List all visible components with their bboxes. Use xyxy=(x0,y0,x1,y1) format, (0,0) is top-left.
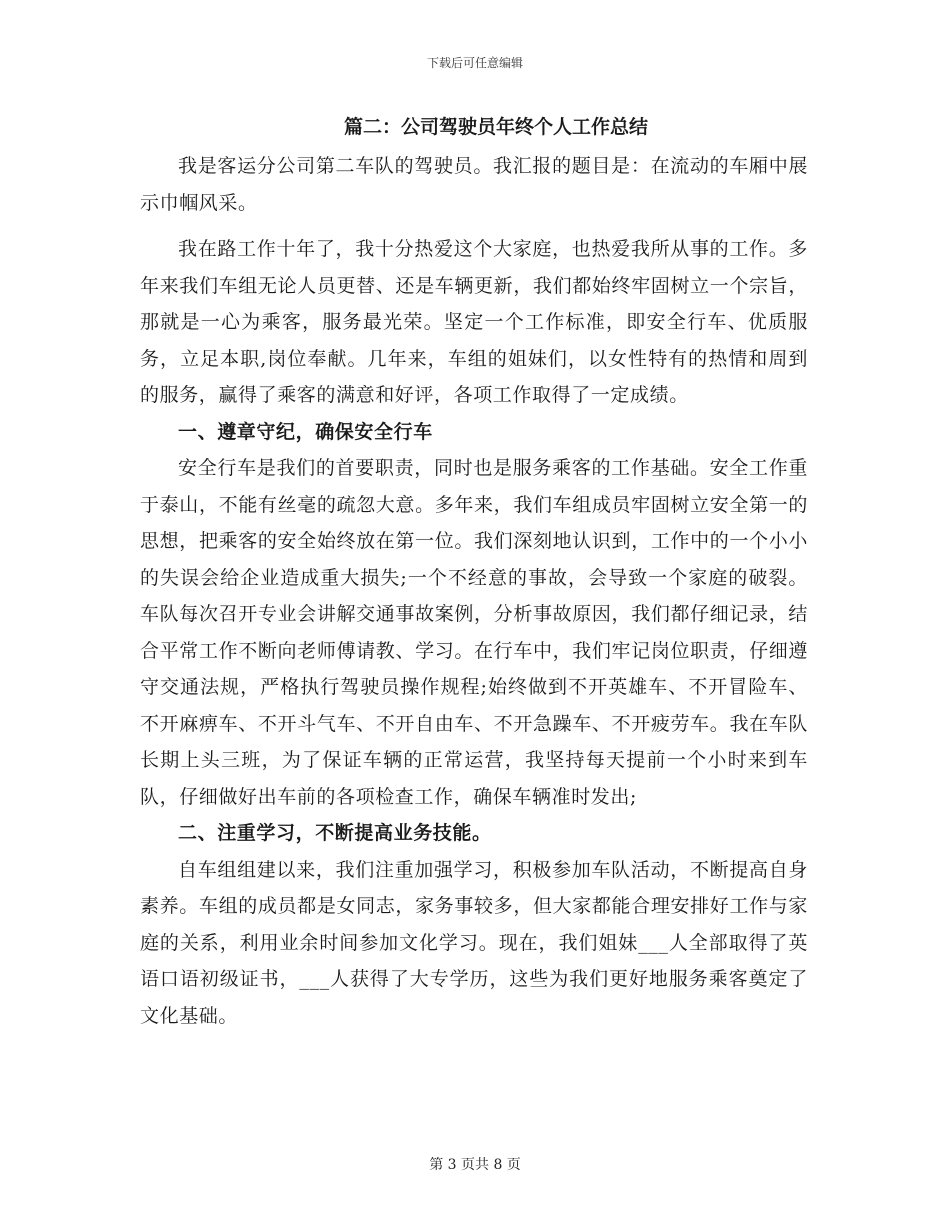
section-body-safety: 安全行车是我们的首要职责，同时也是服务乘客的工作基础。安全工作重于泰山，不能有丝毫的疏忽大意。多年来，我们车组成员牢固树立安全第一的思想，把乘客的安全始终放在第一位。我们深刻地认识到，工作中的一个小小的失误会给企业造成重大损失;一个不经意的事故，会导致一个家庭的破裂。车队每次召开专业会讲解交通事故案例，分析事故原因，我们都仔细记录，结合平常工作不断向老师傅请教、学习。在行车中，我们牢记岗位职责，仔细遵守交通法规，严格执行驾驶员操作规程;始终做到不开英雄车、不开冒险车、不开麻痹车、不开斗气车、不开自由车、不开急躁车、不开疲劳车。我在车队长期上头三班，为了保证车辆的正常运营，我坚持每天提前一个小时来到车队，仔细做好出车前的各项检查工作，确保车辆准时发出; xyxy=(140,457,808,808)
paragraph-overview: 我在路工作十年了，我十分热爱这个大家庭，也热爱我所从事的工作。多年来我们车组无论人员更替、还是车辆更新，我们都始终牢固树立一个宗旨，那就是一心为乘客，服务最光荣。坚定一个工作标准，即安全行车、优质服务，立足本职,岗位奉献。几年来，车组的姐妹们，以女性特有的热情和周到的服务，赢得了乘客的满意和好评，各项工作取得了一定成绩。 xyxy=(140,238,808,406)
section-heading-safety: 一、遵章守纪，确保安全行车 xyxy=(178,420,433,443)
page-header-note: 下载后可任意编辑 xyxy=(426,56,523,70)
section-body-learning: 自车组组建以来，我们注重加强学习，积极参加车队活动，不断提高自身素养。车组的成员都是女同志，家务事较多，但大家都能合理安排好工作与家庭的关系，利用业余时间参加文化学习。现在，我们姐妹___人全部取得了英语口语初级证书，___人获得了大专学历，这些为我们更好地服务乘客奠定了文化基础。 xyxy=(140,858,808,1027)
section-heading-learning: 二、注重学习，不断提高业务技能。 xyxy=(178,822,492,844)
document-title: 篇二：公司驾驶员年终个人工作总结 xyxy=(343,116,648,138)
paragraph-intro: 我是客运分公司第二车队的驾驶员。我汇报的题目是：在流动的车厢中展示巾帼风采。 xyxy=(140,155,808,214)
page-footer-number: 第 3 页共 8 页 xyxy=(429,1157,521,1173)
paragraph-gap xyxy=(140,221,808,231)
document-body xyxy=(140,110,808,1034)
